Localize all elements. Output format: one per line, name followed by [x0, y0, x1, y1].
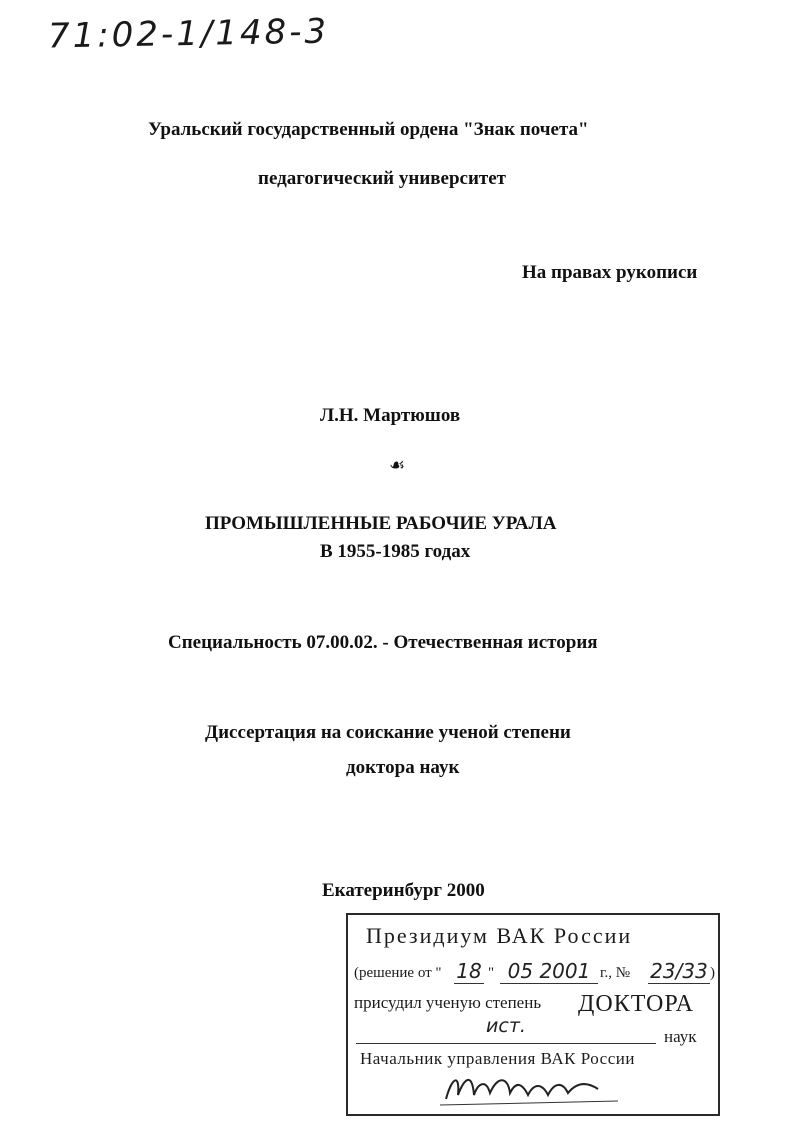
- dissertation-title-line1: ПРОМЫШЛЕННЫЕ РАБОЧИЕ УРАЛА: [205, 513, 557, 534]
- dissertation-title-line2: В 1955-1985 годах: [320, 541, 471, 562]
- vak-stamp: [346, 913, 720, 1116]
- stamp-decision-month-year: 05 2001: [500, 959, 598, 984]
- author-name: Л.Н. Мартюшов: [320, 405, 461, 426]
- stamp-decision-day: 18: [454, 959, 484, 984]
- dissertation-type-line1: Диссертация на соискание ученой степени: [205, 722, 571, 743]
- university-name-line2: педагогический университет: [258, 168, 507, 189]
- stamp-title: Президиум ВАК России: [366, 923, 633, 948]
- university-name-line1: Уральский государственный ордена "Знак почета": [148, 119, 589, 140]
- stamp-year-suffix: г., №: [600, 965, 631, 981]
- stamp-awarded-text: присудил ученую степень: [354, 993, 542, 1012]
- stamp-field: ист.: [356, 1015, 656, 1044]
- specialty: Специальность 07.00.02. - Отечественная история: [168, 632, 598, 653]
- signature-image: [438, 1065, 628, 1109]
- dissertation-type-line2: доктора наук: [346, 757, 460, 778]
- ornament-icon: ☙: [389, 455, 406, 475]
- archive-code: 71:02-1/148-3: [47, 11, 330, 57]
- city-year: Екатеринбург 2000: [322, 880, 485, 901]
- stamp-degree: ДОКТОРА: [578, 991, 694, 1017]
- stamp-head-title: Начальник управления ВАК России: [360, 1049, 635, 1068]
- stamp-sciences: наук: [664, 1027, 697, 1046]
- stamp-decision-prefix: (решение от ": [354, 965, 442, 981]
- stamp-quote-mid: ": [488, 965, 495, 981]
- stamp-decision-number: 23/33: [648, 959, 710, 984]
- stamp-close-paren: ): [710, 965, 715, 981]
- manuscript-rights-note: На правах рукописи: [522, 262, 698, 283]
